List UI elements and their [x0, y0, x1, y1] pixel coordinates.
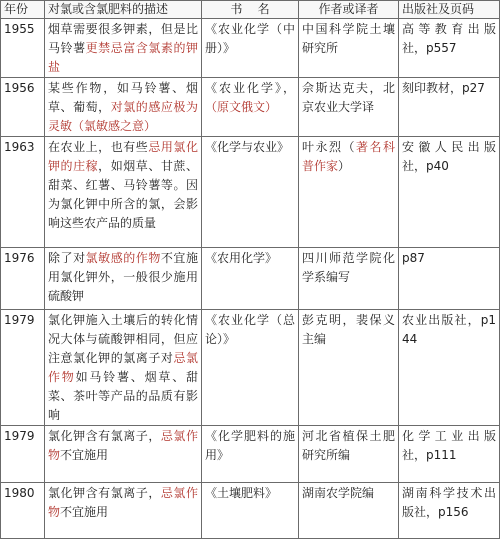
header-publisher: 出版社及页码	[399, 1, 500, 19]
header-description: 对氯或含氯肥料的描述	[45, 1, 202, 19]
cell-author: 四川师范学院化学系编写	[299, 248, 399, 310]
table-row	[1, 483, 500, 539]
cell-book-title: 《土壤肥料》	[202, 483, 299, 539]
header-year: 年份	[1, 1, 45, 19]
cell-author: 中国科学院土壤研究所	[299, 19, 399, 78]
cell-book-title: 《农用化学》	[202, 248, 299, 310]
cell-year: 1955	[1, 19, 45, 78]
table-row	[1, 78, 500, 137]
cell-publisher: 湖南科学技术出版社，p156	[399, 483, 500, 539]
cell-description: 在农业上，也有些忌用氯化钾的庄稼，如烟草、甘蔗、甜菜、红薯、马铃薯等。因为氯化钾中所含的氯，会影响这些农产品的质量	[45, 137, 202, 248]
cell-description: 烟草需要很多钾素，但是比马铃薯更禁忌富含氯素的钾盐	[45, 19, 202, 78]
table-body	[1, 19, 500, 539]
table-row	[1, 426, 500, 483]
cell-book-title: 《农业化学》，（原文俄文）	[202, 78, 299, 137]
cell-publisher: 高等教育出版社，p557	[399, 19, 500, 78]
header-book-title: 书 名	[202, 1, 299, 19]
header-row	[1, 1, 500, 19]
cell-year: 1963	[1, 137, 45, 248]
cell-publisher: 农业出版社，p144	[399, 310, 500, 426]
cell-year: 1979	[1, 310, 45, 426]
cell-publisher: 刻印教材，p27	[399, 78, 500, 137]
table-row	[1, 19, 500, 78]
cell-description: 氯化钾施入土壤后的转化情况大体与硫酸钾相同，但应注意氯化钾的氯离子对忌氯作物如马铃薯、烟草、甜菜、茶叶等产品的品质有影响	[45, 310, 202, 426]
cell-author: 湖南农学院编	[299, 483, 399, 539]
cell-book-title: 《化学与农业》	[202, 137, 299, 248]
cell-description: 氯化钾含有氯离子，忌氯作物不宜施用	[45, 483, 202, 539]
cell-year: 1979	[1, 426, 45, 483]
table-row	[1, 248, 500, 310]
cell-year: 1956	[1, 78, 45, 137]
cell-description: 某些作物，如马铃薯、烟草、葡萄，对氯的感应极为灵敏（氯敏感之意）	[45, 78, 202, 137]
cell-author: 河北省植保土肥研究所编	[299, 426, 399, 483]
cell-book-title: 《农业化学（总论）》	[202, 310, 299, 426]
table-row	[1, 137, 500, 248]
cell-year: 1976	[1, 248, 45, 310]
cell-book-title: 《农业化学（中册）》	[202, 19, 299, 78]
header-author: 作者或译者	[299, 1, 399, 19]
cell-author: 彭克明，裴保义主编	[299, 310, 399, 426]
cell-author: 佘斯达克夫，北京农业大学译	[299, 78, 399, 137]
table-row	[1, 310, 500, 426]
cell-book-title: 《化学肥料的施用》	[202, 426, 299, 483]
cell-description: 氯化钾含有氯离子，忌氯作物不宜施用	[45, 426, 202, 483]
cell-publisher: 安徽人民出版社，p40	[399, 137, 500, 248]
cell-author: 叶永烈（著名科普作家）	[299, 137, 399, 248]
cell-year: 1980	[1, 483, 45, 539]
cell-publisher: 化学工业出版社，p111	[399, 426, 500, 483]
cell-description: 除了对氯敏感的作物不宜施用氯化钾外，一般很少施用硫酸钾	[45, 248, 202, 310]
cell-publisher: p87	[399, 248, 500, 310]
